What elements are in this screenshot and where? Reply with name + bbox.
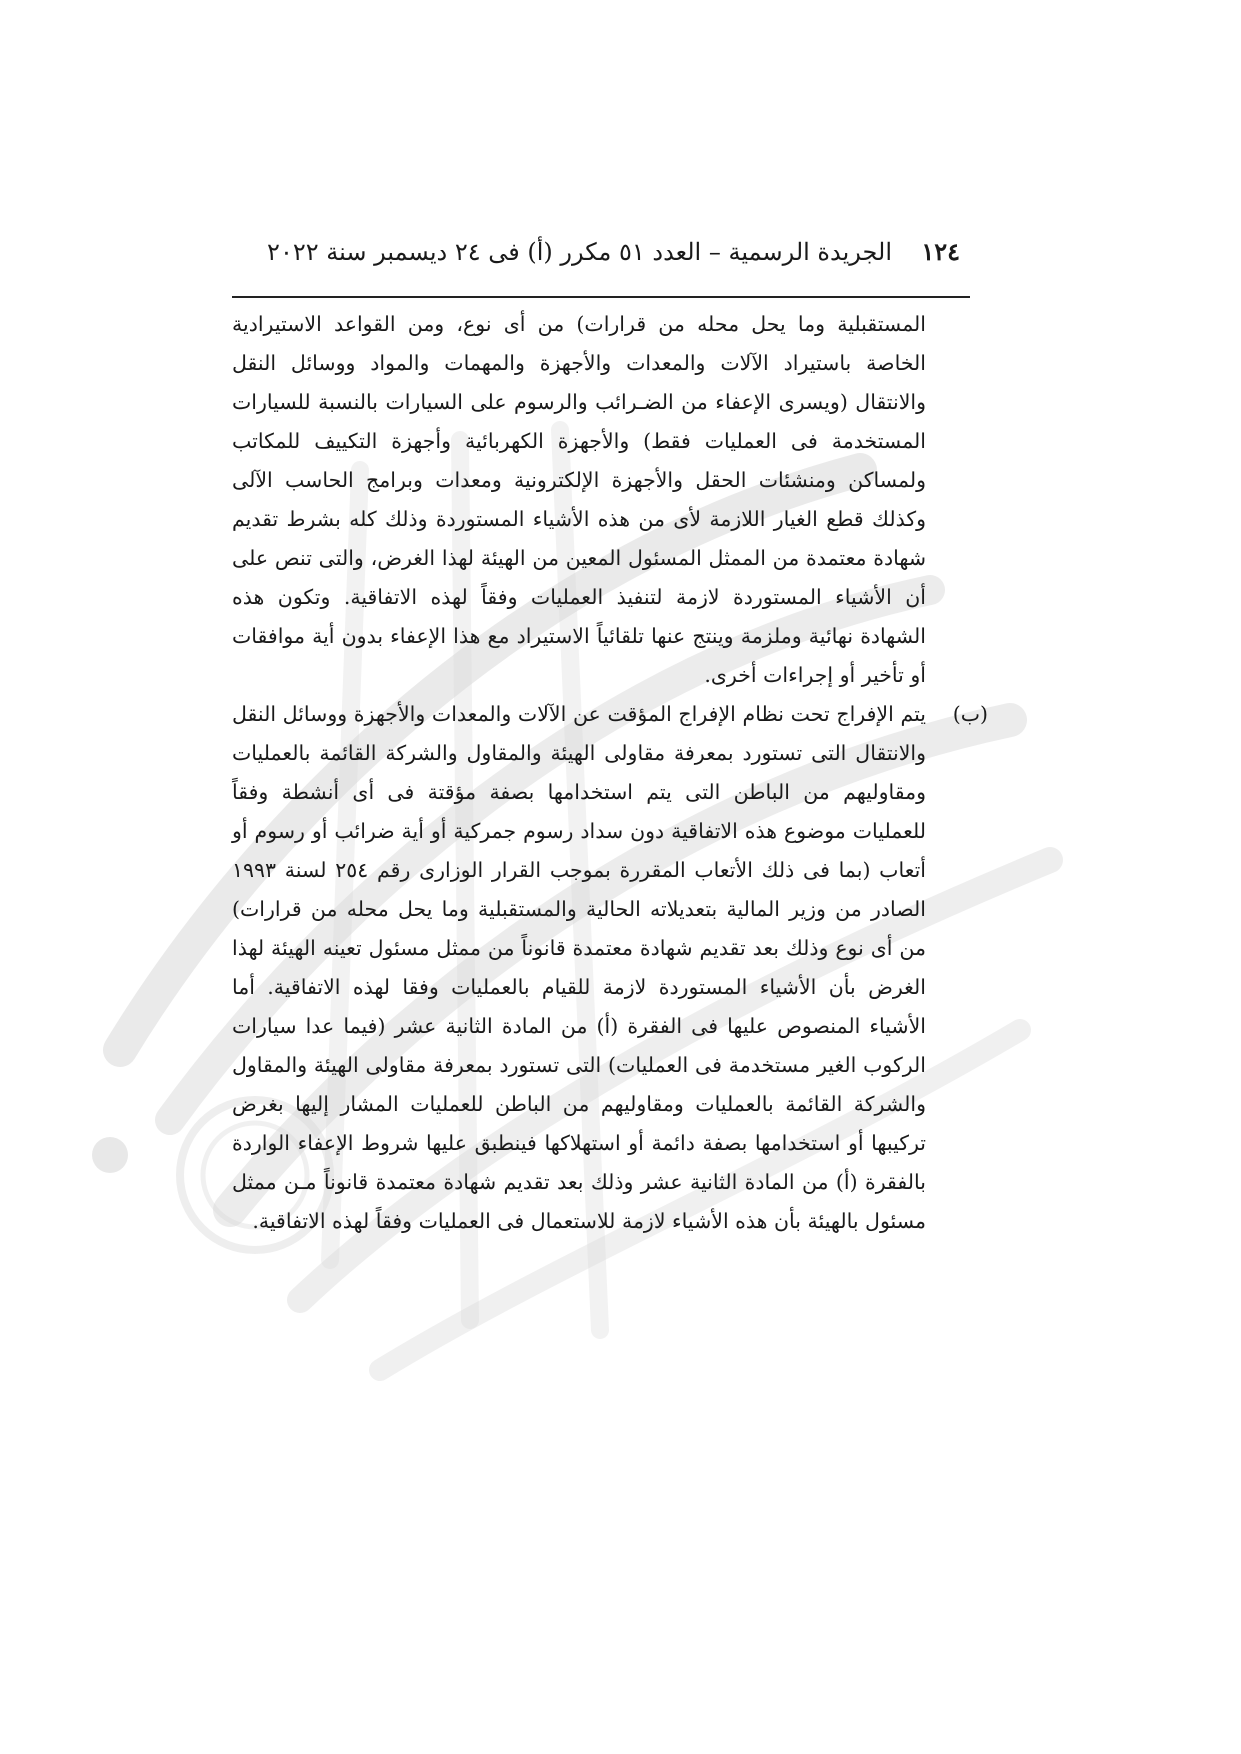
paragraph-continuation: المستقبلية وما يحل محله من قرارات) من أى نوع، ومن القواعد الاستيرادية الخاصة باستيراد الآلات والمعدات والأجهزة والمهمات والمواد ووسائل النقل والانتقال (ويسرى الإعفاء من الضـرائب والرسوم على السيارات بالنسبة للسيارات المستخدمة فى العمليات فقط) والأجهزة الكهربائية وأجهزة التكييف للمكاتب ولمساكن ومنشئات الحقل والأجهزة الإلكترونية ومعدات وبرامج الحاسب الآلى وكذلك قطع الغيار اللازمة لأى من هذه الأشياء المستوردة وذلك كله بشرط تقديم شهادة معتمدة من الممثل المسئول المعين من الهيئة لهذا الغرض، والتى تنص على أن الأشياء المستوردة لازمة لتنفيذ العمليات وفقاً لهذه الاتفاقية. وتكون هذه الشهادة نهائية وملزمة وينتج عنها تلقائياً الاستيراد مع هذا الإعفاء بدون أية موافقات أو تأخير أو إجراءات أخرى. bbox=[232, 312, 926, 687]
paragraph-b-text: يتم الإفراج تحت نظام الإفراج المؤقت عن الآلات والمعدات والأجهزة ووسائل النقل والانتقال التى تستورد بمعرفة مقاولى الهيئة والمقاول والشركة القائمة بالعمليات ومقاوليهم من الباطن التى يتم استخدامها بصفة مؤقتة فى أى أنشطة وفقاً للعمليات موضوع هذه الاتفاقية دون سداد رسوم جمركية أو أية ضرائب أو رسوم أو أتعاب (بما فى ذلك الأتعاب المقررة بموجب القرار الوزارى رقم ٢٥٤ لسنة ١٩٩٣ الصادر من وزير المالية بتعديلاته الحالية والمستقبلية وما يحل محله من قرارات) من أى نوع وذلك بعد تقديم شهادة معتمدة قانوناً من ممثل مسئول تعينه الهيئة لهذا الغرض بأن الأشياء المستوردة لازمة للقيام بالعمليات وفقا لهذه الاتفاقية. أما الأشياء المنصوص عليها فى الفقرة (أ) من المادة الثانية عشر (فيما عدا سيارات الركوب الغير مستخدمة فى العمليات) التى تستورد بمعرفة مقاولى الهيئة والمقاول والشركة القائمة بالعمليات ومقاوليهم من الباطن للعمليات المشار إليها بغرض تركيبها أو استخدامها بصفة دائمة أو استهلاكها فينطبق عليها شروط الإعفاء الواردة بالفقرة (أ) من المادة الثانية عشر وذلك بعد تقديم شهادة معتمدة قانوناً مـن ممثل مسئول بالهيئة بأن هذه الأشياء لازمة للاستعمال فى العمليات وفقاً لهذه الاتفاقية. bbox=[232, 702, 927, 1233]
item-marker-b: (ب) bbox=[952, 702, 988, 726]
paragraph-b bbox=[232, 695, 988, 1241]
page-header bbox=[232, 222, 970, 302]
page-number: ١٢٤ bbox=[921, 237, 960, 266]
document-body bbox=[232, 305, 988, 1241]
gazette-header-title: الجريدة الرسمية – العدد ٥١ مكرر (أ) فى ٢٤ ديسمبر سنة ٢٠٢٢ bbox=[267, 238, 892, 266]
header-divider bbox=[232, 296, 970, 298]
